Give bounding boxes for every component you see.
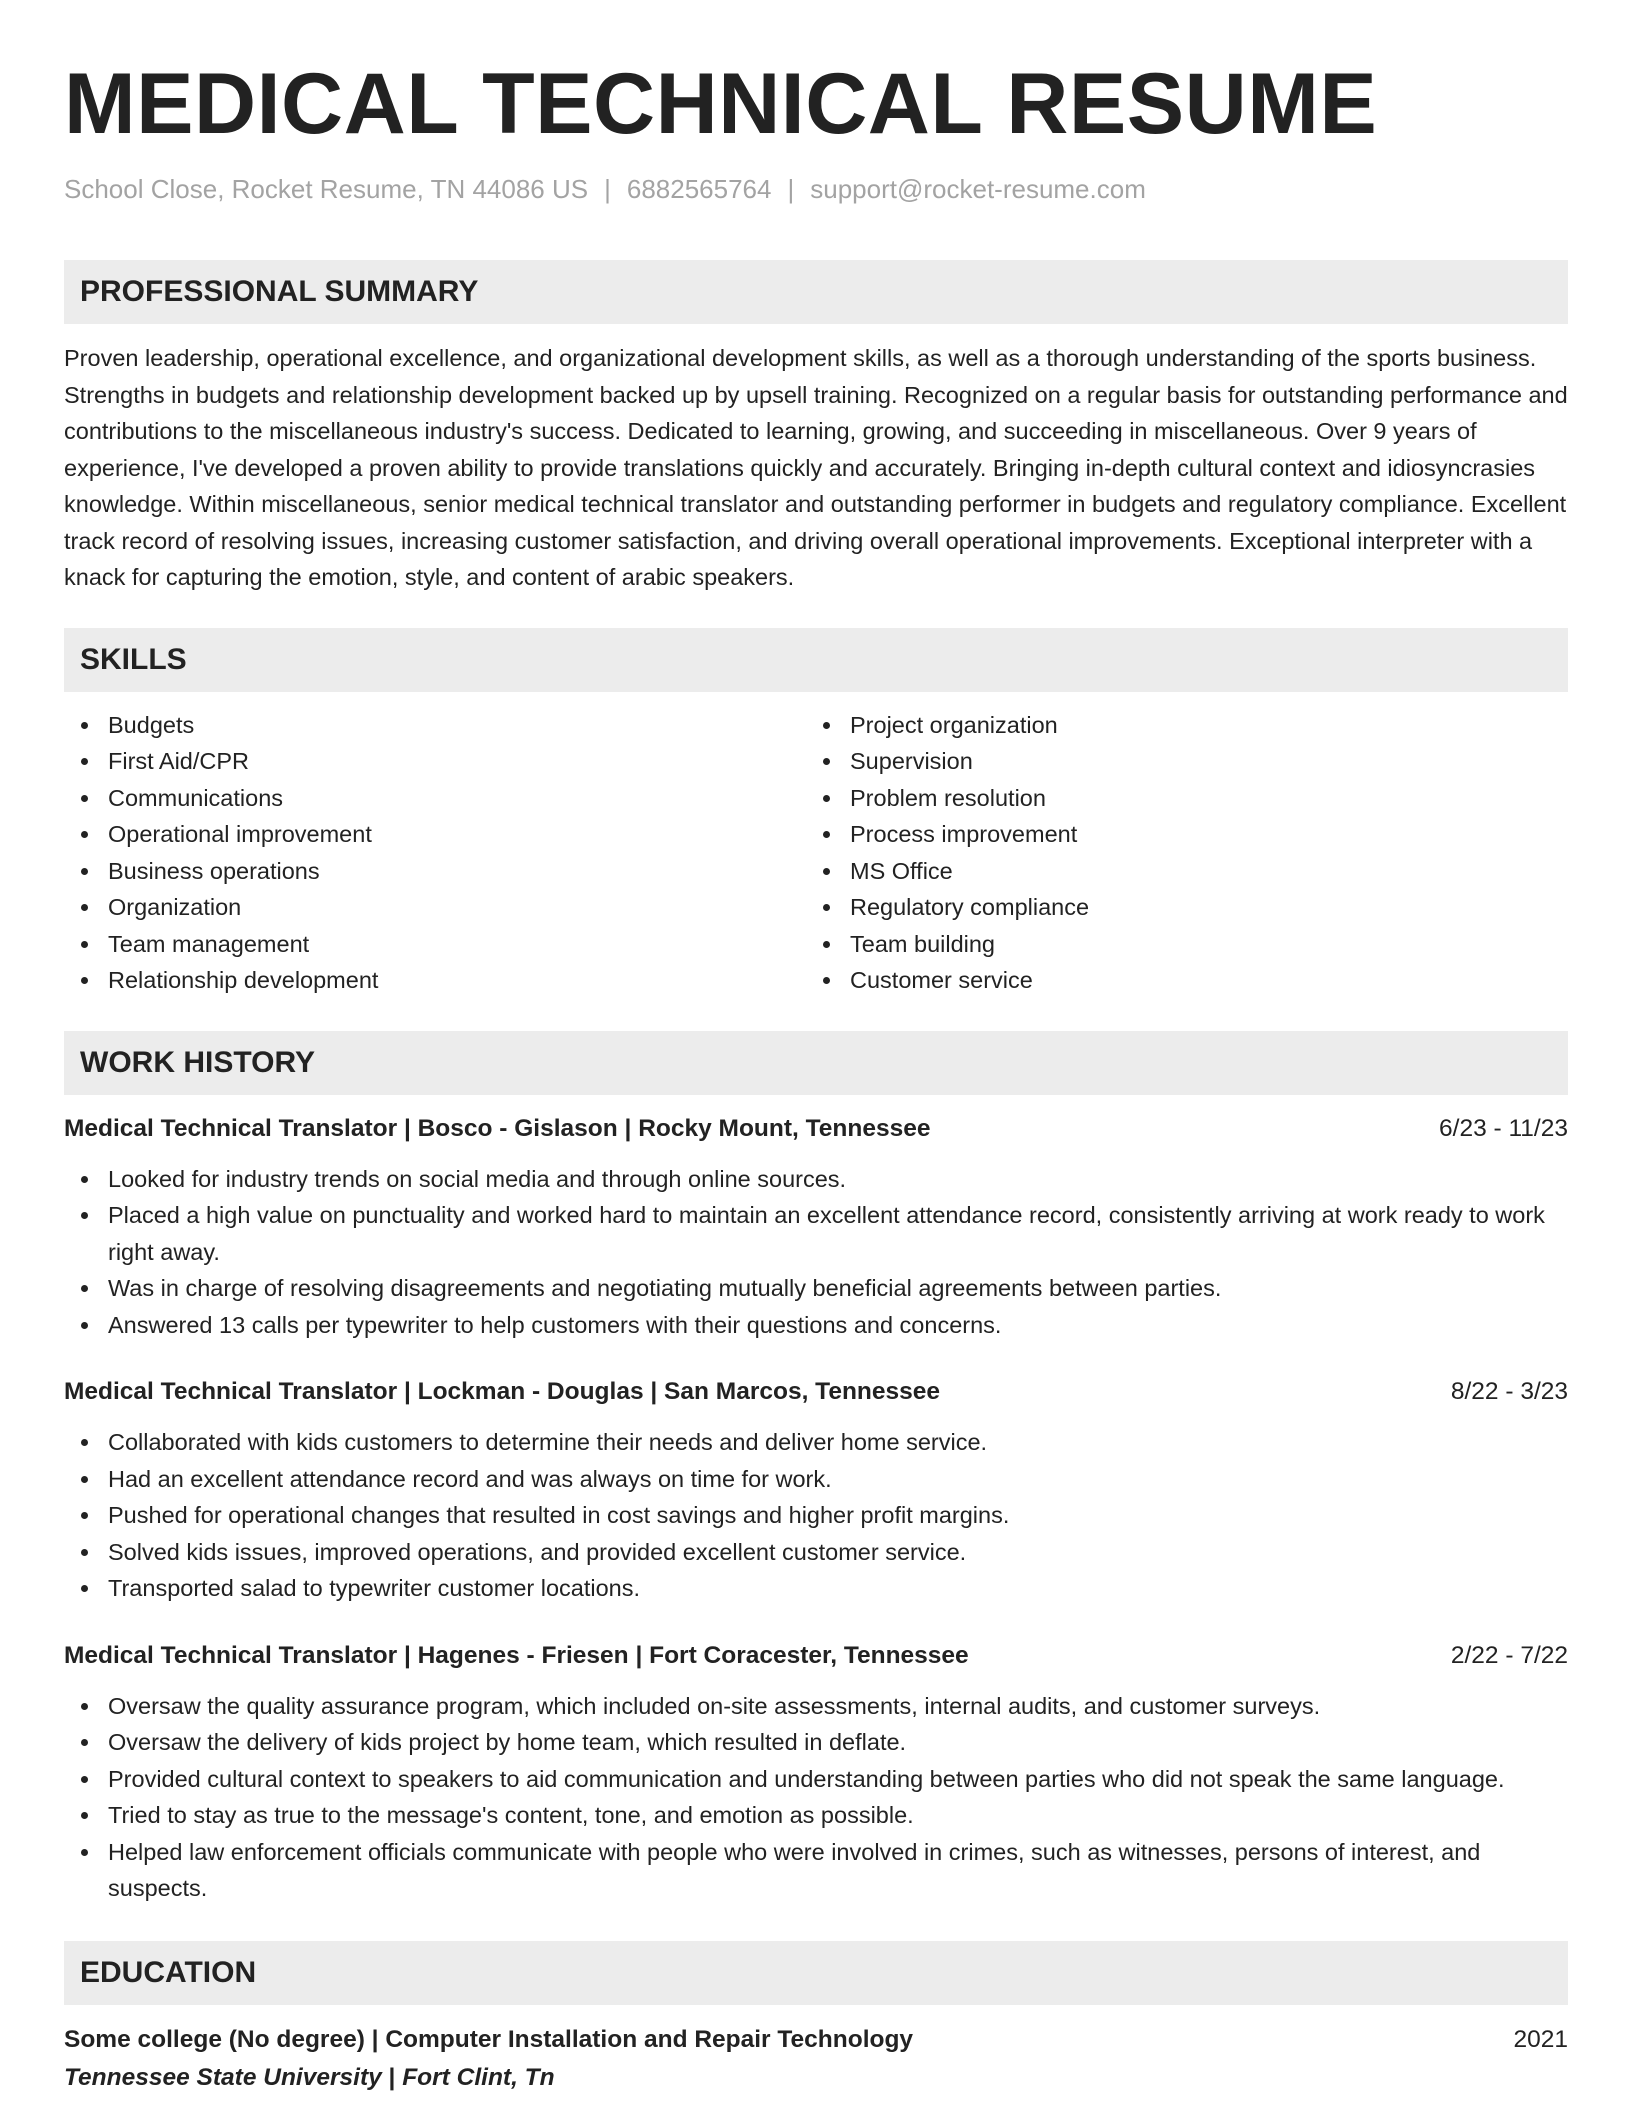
education-location: Fort Clint, Tn: [402, 2063, 555, 2091]
skills-column-left: [64, 707, 806, 999]
contact-separator: |: [604, 174, 611, 204]
job-bullet: Placed a high value on punctuality and worked hard to maintain an excellent attendance record, consistently arriving at work ready to work right away.: [64, 1197, 1568, 1270]
contact-phone: 6882565764: [626, 174, 772, 204]
job-title-row: [64, 1111, 1568, 1147]
section-header-education: EDUCATION: [64, 1941, 1568, 2005]
job-bullet: Provided cultural context to speakers to aid communication and understanding between parties who did not speak the same language.: [64, 1761, 1568, 1798]
contact-separator: |: [787, 174, 795, 204]
section-header-summary: PROFESSIONAL SUMMARY: [64, 260, 1568, 324]
section-header-work-history: WORK HISTORY: [64, 1031, 1568, 1095]
job-dates: 6/23 - 11/23: [1439, 1114, 1568, 1142]
section-header-skills: SKILLS: [64, 628, 1568, 692]
job-entry: [64, 1374, 1568, 1607]
skill-item: Regulatory compliance: [806, 889, 1548, 926]
skills-column-right: [806, 707, 1548, 999]
job-title-row: [64, 1638, 1568, 1674]
job-entry: [64, 1111, 1568, 1344]
job-bullets: [64, 1688, 1568, 1907]
skill-item: Business operations: [64, 853, 806, 890]
contact-line: [64, 172, 1568, 206]
summary-text: Proven leadership, operational excellence, and organizational development skills, as well as a thorough understanding of the sports business. Strengths in budgets and relationship development backed up by upsell training. Recognized on a regular basis for outstanding performance and contributions to the miscellaneous industry's success. Dedicated to learning, growing, and succeeding in miscellaneous. Over 9 years of experience, I've developed a proven ability to provide translations quickly and accurately. Bringing in-depth cultural context and idiosyncrasies knowledge. Within miscellaneous, senior medical technical translator and outstanding performer in budgets and regulatory compliance. Excellent track record of resolving issues, increasing customer satisfaction, and driving overall operational improvements. Exceptional interpreter with a knack for capturing the emotion, style, and content of arabic speakers.: [64, 345, 1568, 590]
job-dates: 8/22 - 3/23: [1450, 1378, 1568, 1405]
job-bullet: Oversaw the delivery of kids project by home team, which resulted in deflate.: [64, 1724, 1568, 1761]
job-title: Medical Technical Translator | Hagenes - Friesen | Fort Coracester, Tennessee: [64, 1641, 969, 1669]
contact-address: School Close, Rocket Resume, TN 44086 US: [64, 174, 589, 204]
job-bullet: Answered 13 calls per typewriter to help customers with their questions and concerns.: [64, 1307, 1568, 1344]
job-bullet: Was in charge of resolving disagreements and negotiating mutually beneficial agreements between parties.: [64, 1270, 1568, 1307]
job-bullet: Looked for industry trends on social media and through online sources.: [64, 1161, 1568, 1198]
resume-page: [64, 54, 1568, 2096]
job-title: Medical Technical Translator | Lockman - Douglas | San Marcos, Tennessee: [64, 1378, 941, 1405]
education-year: 2021: [1513, 2025, 1568, 2053]
skill-item: Team management: [64, 926, 806, 963]
skill-item: Problem resolution: [806, 780, 1548, 817]
job-bullet: Had an excellent attendance record and was always on time for work.: [64, 1461, 1568, 1498]
skills-list: [64, 707, 1568, 999]
resume-title: MEDICAL TECHNICAL RESUME: [64, 56, 1378, 152]
job-bullet: Transported salad to typewriter customer locations.: [64, 1570, 1568, 1607]
skill-item: Communications: [64, 780, 806, 817]
education-school: Tennessee State University: [64, 2063, 382, 2091]
job-bullets: [64, 1161, 1568, 1344]
skill-item: MS Office: [806, 853, 1548, 890]
job-bullet: Oversaw the quality assurance program, which included on-site assessments, internal audits, and customer surveys.: [64, 1688, 1568, 1725]
skill-item: Operational improvement: [64, 816, 806, 853]
skill-item: Project organization: [806, 707, 1548, 744]
education-title: Some college (No degree) | Computer Installation and Repair Technology: [64, 2025, 914, 2053]
education-school-line: Tennessee State University | Fort Clint, Tn: [64, 2063, 555, 2091]
skill-item: Organization: [64, 889, 806, 926]
job-bullets: [64, 1424, 1568, 1607]
skill-item: First Aid/CPR: [64, 743, 806, 780]
skill-item: Process improvement: [806, 816, 1548, 853]
job-title-row: [64, 1374, 1568, 1410]
job-bullet: Solved kids issues, improved operations, and provided excellent customer service.: [64, 1534, 1568, 1571]
skill-item: Team building: [806, 926, 1548, 963]
contact-email[interactable]: support@rocket-resume.com: [810, 174, 1146, 204]
job-bullet: Pushed for operational changes that resulted in cost savings and higher profit margins.: [64, 1497, 1568, 1534]
job-entry: [64, 1638, 1568, 1907]
job-bullet: Collaborated with kids customers to determine their needs and deliver home service.: [64, 1424, 1568, 1461]
job-bullet: Helped law enforcement officials communicate with people who were involved in crimes, such as witnesses, persons of interest, and suspects.: [64, 1834, 1568, 1907]
job-title: Medical Technical Translator | Bosco - Gislason | Rocky Mount, Tennessee: [64, 1114, 931, 1142]
skill-item: Budgets: [64, 707, 806, 744]
skill-item: Supervision: [806, 743, 1548, 780]
job-dates: 2/22 - 7/22: [1450, 1641, 1568, 1669]
skill-item: Customer service: [806, 962, 1548, 999]
job-bullet: Tried to stay as true to the message's content, tone, and emotion as possible.: [64, 1797, 1568, 1834]
education-title-row: [64, 2022, 1568, 2058]
skill-item: Relationship development: [64, 962, 806, 999]
